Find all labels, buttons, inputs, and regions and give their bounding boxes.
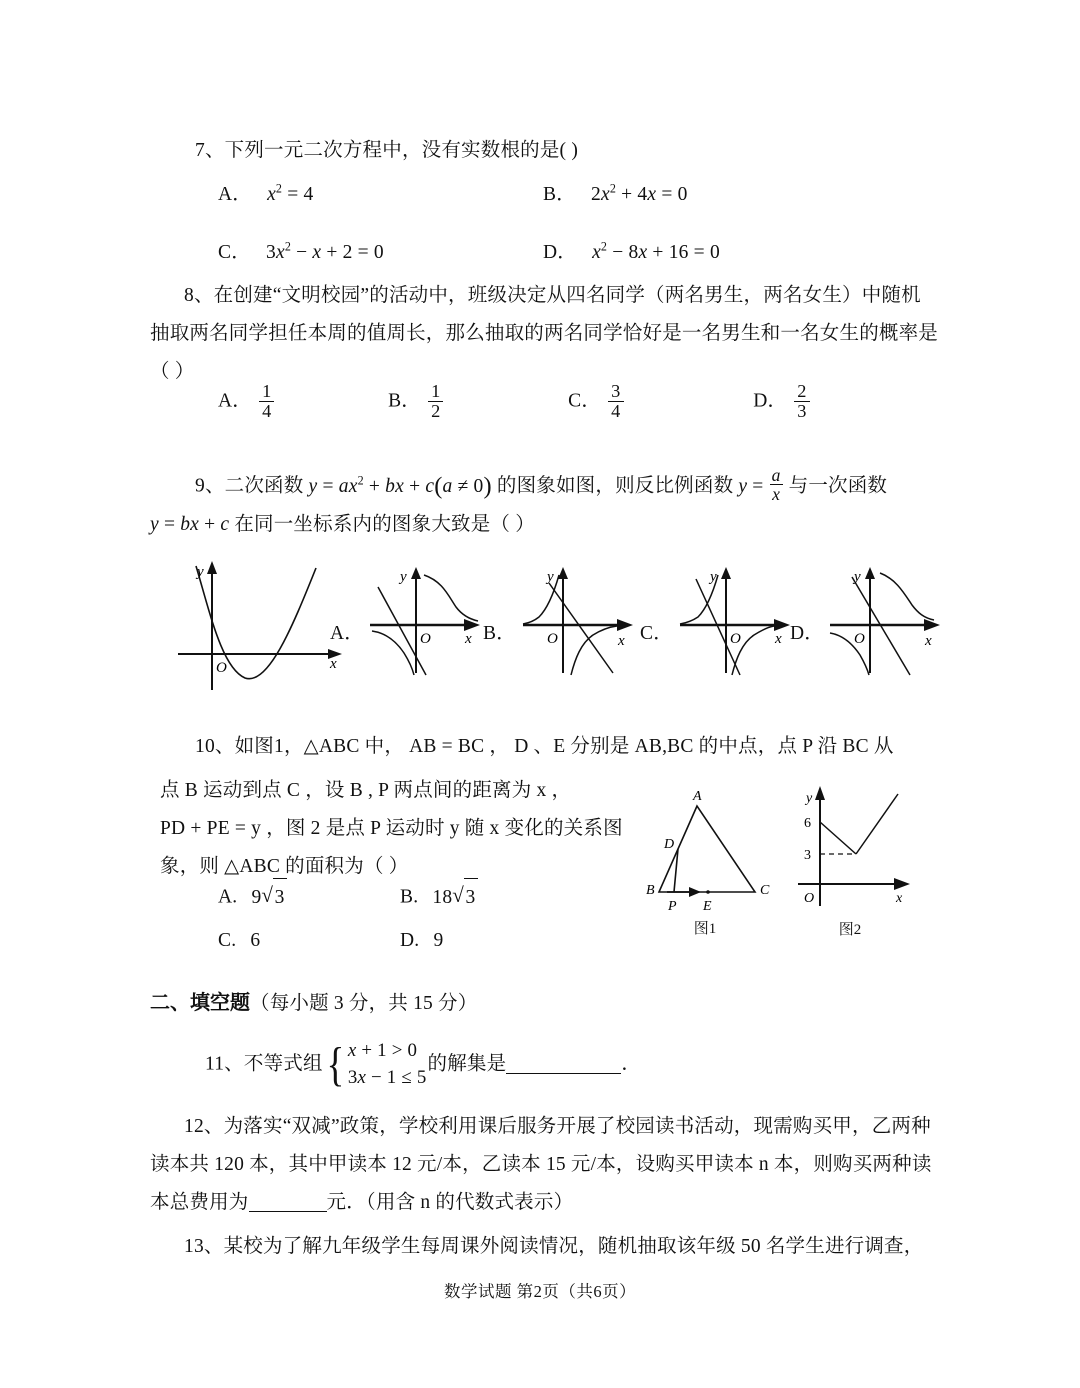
q8-option-c-numerator: 3 [608,382,623,402]
q9-option-d-graph [824,563,952,678]
page-footer: 数学试题 第2页（共6页） [443,1282,637,1301]
q8-option-d-numerator: 2 [794,382,809,402]
q8-option-b-fraction [428,382,443,421]
q10-fig1-label-c: C [760,883,770,898]
q10-option-b-radicand: 3 [464,878,477,917]
q9-parabola-y-label: y [197,564,204,580]
section-2-heading [150,985,477,1023]
q9-inverse-fraction [770,466,783,504]
svg-text:x: x [925,633,932,649]
q10-figure-2-graph [790,778,930,916]
q10-option-b [400,877,478,917]
q8-option-b-numerator: 1 [428,382,443,402]
q8-option-d-label: D． [753,390,788,412]
q10-fig1-label-a: A [693,789,702,804]
svg-text:x: x [618,633,625,649]
q10-option-d [400,922,443,960]
q12-answer-blank[interactable] [249,1191,327,1212]
q12-line-3-prefix: 本总费用为 [150,1192,249,1213]
q10-option-b-expr [432,887,477,908]
svg-text:y: y [547,569,554,585]
q9-inverse-numerator: a [771,465,781,485]
question-12 [150,1108,940,1222]
q9-parabola-origin-label: O [216,660,227,676]
q10-option-d-label: D. [400,930,420,951]
q11-tail: ． [621,1053,642,1075]
question-10 [195,728,940,766]
q10-option-c-value: 6 [250,930,261,951]
q8-option-a-numerator: 1 [259,382,274,402]
svg-text:x: x [465,631,472,647]
q9-line-1 [195,466,955,506]
q9-parabola-x-label: x [330,656,337,672]
q8-option-a-denominator: 4 [262,401,272,422]
q10-option-a-expr [251,887,286,908]
q10-fig2-origin: O [804,891,815,906]
q10-option-d-value: 9 [433,930,444,951]
q7-option-c [218,234,384,272]
q10-option-a-radicand: 3 [273,878,286,917]
question-7 [195,132,955,170]
q10-option-c-label: C. [218,930,237,951]
q7-stem: 7、下列一元二次方程中，没有实数根的是( ) [195,140,579,161]
q9-parabola-figure [170,558,350,698]
q8-option-a [218,382,383,421]
q11-prefix: 11、不等式组 [205,1053,323,1075]
q8-option-a-label: A． [218,390,252,412]
q9-quadratic-function: $y = ax^2$ + bx + c(a ≠ 0) [308,472,492,500]
q11-answer-blank[interactable] [506,1053,621,1074]
q8-option-d [753,382,811,421]
q10-fig1-label-p: P [668,899,677,914]
q7-option-d-expr: $x^2 - 8x + 16 = 0$ [592,239,720,263]
q9-line-1-suffix: 与一次函数 [783,475,888,497]
q7-option-a [218,176,313,214]
q10-fig2-tick-6: 6 [804,816,811,831]
q8-option-b [388,382,563,421]
q11-brace: { [326,1038,345,1092]
svg-text:O: O [420,631,431,647]
q10-figure-1 [645,780,785,938]
q10-option-b-coefficient: 18 [432,886,453,908]
q9-option-c [640,563,802,678]
q8-option-c [568,382,748,421]
q9-inverse-denominator: x [772,484,781,505]
q7-option-a-expr: $x^2 = 4$ [267,181,314,205]
q12-line-2: 读本共 120 本，其中甲读本 12 元/本，乙读本 15 元/本，设购买甲读本 n 本，则购买两种读 [150,1154,932,1175]
q10-option-a-coefficient: 9 [251,886,262,908]
q8-option-c-fraction [608,382,623,421]
q9-option-a [330,563,492,678]
q10-fig1-label-b: B [646,883,655,898]
q10-line-3: PD + PE = y ，图 2 是点 P 运动时 y 随 x 变化的关系图 [160,818,623,839]
q9-line-2 [150,506,955,544]
q10-fig2-x-label: x [896,891,903,906]
q12-line-3 [150,1184,940,1222]
q10-line-4: 象，则 △ABC 的面积为（ ） [160,856,409,877]
question-9 [150,465,955,544]
q10-figure-2 [790,778,930,939]
q10-figure-2-caption: 图2 [838,922,862,938]
svg-text:O: O [547,631,558,647]
q7-option-b-expr: $2x^2 + 4x = 0$ [591,181,688,205]
q9-option-b-graph [517,563,645,678]
q7-option-d [543,234,720,272]
svg-text:x: x [775,631,782,647]
q8-option-b-label: B． [388,390,421,412]
question-11 [205,1038,641,1092]
q7-option-c-label: C． [218,242,251,263]
q9-line-1-prefix: 9、二次函数 [195,475,309,497]
q13-line-1: 13、某校为了解九年级学生每周课外阅读情况，随机抽取该年级 50 名学生进行调查， [184,1236,924,1257]
q7-option-a-label: A． [218,184,252,205]
q10-option-b-label: B. [400,886,419,908]
q11-row-1: x + 1 > 0 [347,1040,418,1061]
q8-option-a-fraction [259,382,274,421]
q9-option-a-graph [364,563,492,678]
q7-option-c-expr: $3x^2 - x + 2 = 0$ [266,239,384,263]
q8-line-1: 8、在创建“文明校园”的活动中，班级决定从四名同学（两名男生，两名女生）中随机 [184,285,921,306]
q7-option-b-label: B． [543,184,576,205]
q7-option-b [543,176,688,214]
q12-line-3-suffix: 元．（用含 n 的代数式表示） [326,1192,574,1213]
q10-fig1-label-e: E [703,899,712,914]
q8-option-d-denominator: 3 [797,401,807,422]
q10-fig1-label-d: D [664,837,675,852]
q8-option-c-denominator: 4 [611,401,621,422]
q10-fig2-y-label: y [806,791,813,806]
q9-option-d [790,563,952,678]
q7-option-d-label: D． [543,242,577,263]
q9-option-d-label: D． [790,623,824,644]
q11-inequality-system [324,1038,427,1092]
q8-option-c-label: C． [568,390,602,412]
question-13 [150,1228,950,1266]
question-8 [150,277,940,391]
svg-text:y: y [400,569,407,585]
q9-option-b-label: B． [483,623,516,644]
q9-inverse-function: y = $\frac{a}{x}$ [738,465,781,505]
q9-option-b [483,563,645,678]
q10-option-c [218,922,260,960]
q8-line-2: 抽取两名同学担任本周的值周长，那么抽取的两名同学恰好是一名男生和一名女生的概率是 [150,323,939,344]
svg-text:O: O [730,631,741,647]
q11-row-2: 3x − 1 ≤ 5 [347,1066,427,1088]
q10-fig2-tick-3: 3 [804,848,811,863]
section-2-subtitle: （每小题 3 分，共 15 分） [250,993,478,1014]
q10-option-a [218,877,287,917]
q8-options [218,382,958,421]
q10-body [160,772,630,886]
section-2-title: 二、填空题 [150,992,250,1014]
q10-option-a-sqrt [261,877,287,917]
q8-option-d-fraction [794,382,809,421]
q11-suffix: 的解集是 [427,1053,507,1075]
q9-line-2-text: 在同一坐标系内的图象大致是（ ） [229,513,535,535]
q9-option-c-label: C． [640,623,673,644]
q9-option-c-graph [674,563,802,678]
q9-option-a-label: A． [330,623,364,644]
q9-linear-function: y = bx + c [150,513,230,535]
svg-text:y: y [710,569,717,585]
q9-line-1-mid: 的图象如图，则反比例函数 [491,475,739,497]
q10-figure-1-diagram [645,780,785,915]
q12-line-1: 12、为落实“双减”政策，学校利用课后服务开展了校园读书活动，现需购买甲，乙两种 [184,1116,931,1137]
svg-text:O: O [854,631,865,647]
q8-line-3: （ ） [150,361,195,382]
q10-figure-1-caption: 图1 [693,921,717,937]
q10-option-a-label: A. [218,886,238,908]
q10-line-1: 10、如图1，△ABC 中， AB = BC ， D 、E 分别是 AB,BC 的中点，点 P 沿 BC 从 [195,736,894,757]
q10-line-2: 点 B 运动到点 C ，设 B , P 两点间的距离为 x ， [160,780,572,801]
q8-option-b-denominator: 2 [431,401,441,422]
svg-text:y: y [854,569,861,585]
q10-option-b-sqrt [452,877,478,917]
